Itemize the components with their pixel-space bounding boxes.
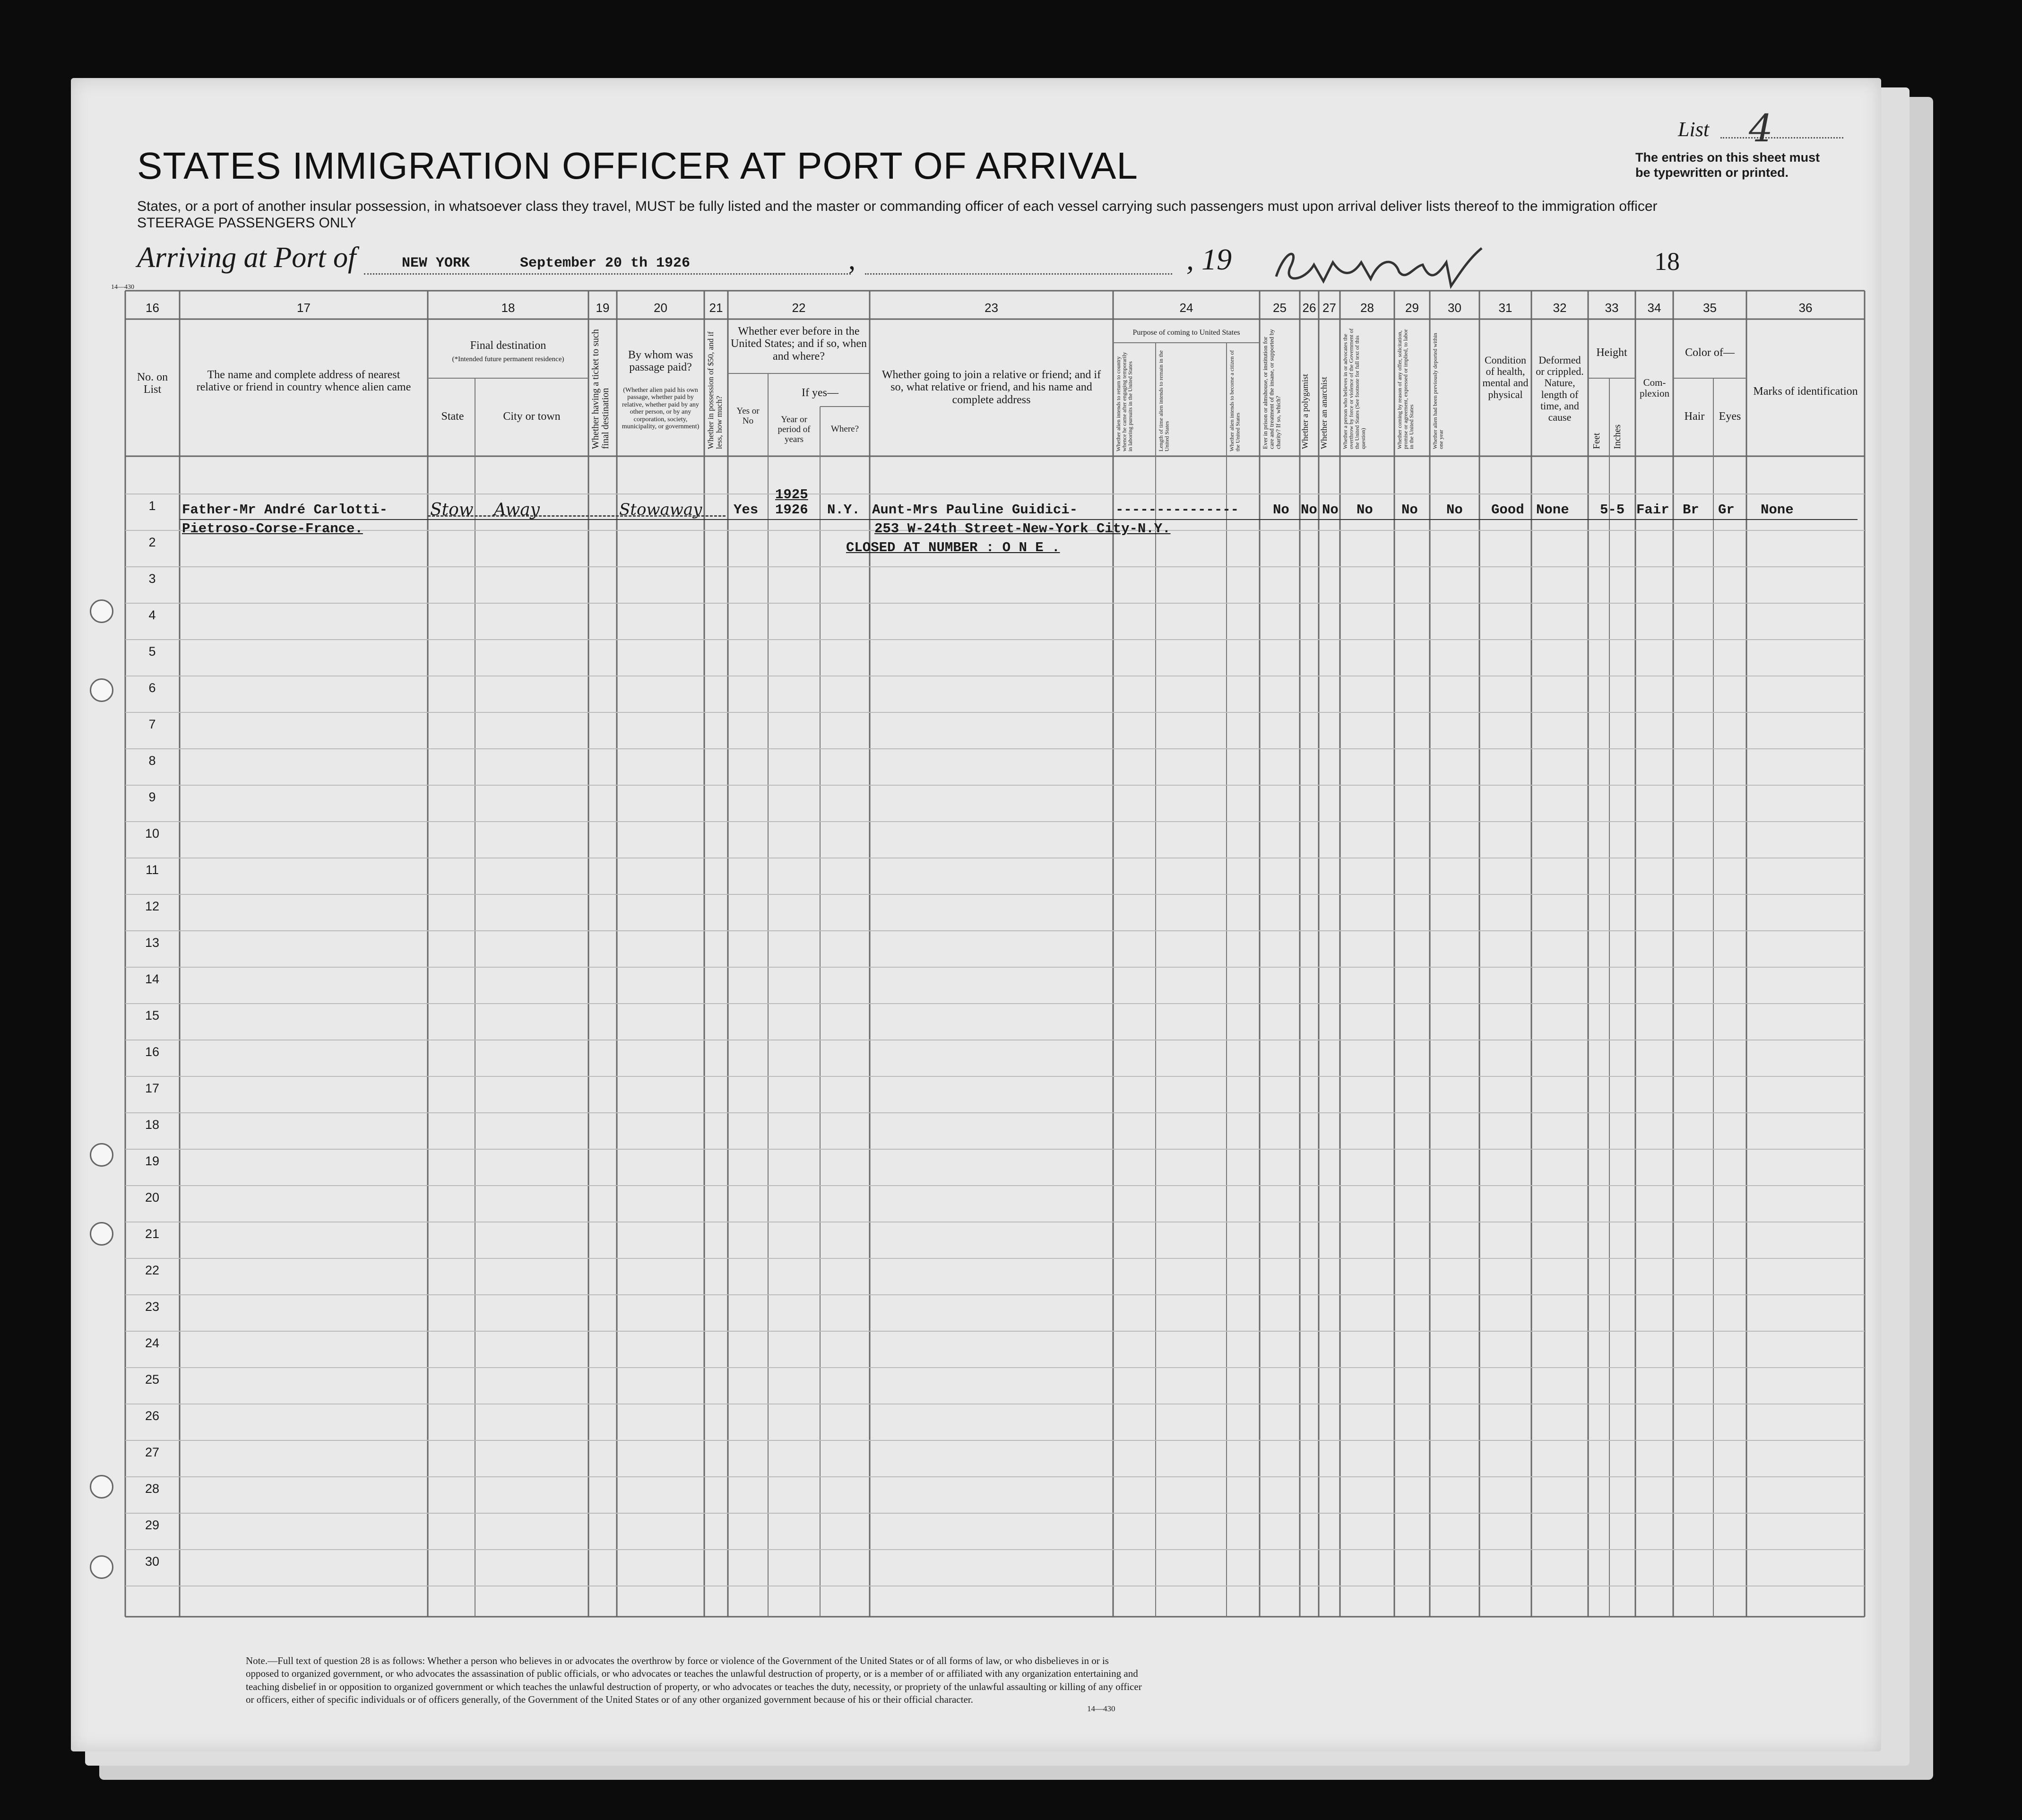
header-nearest-relative: The name and complete address of nearest relative or friend in country whence alien came (196, 369, 411, 394)
row-number: 4 (148, 608, 156, 622)
binder-hole (90, 678, 113, 702)
header-ticket: Whether having a ticket to such final destination (590, 329, 611, 449)
col-num-35: 35 (1703, 301, 1717, 315)
row-number: 28 (145, 1482, 160, 1496)
header-color-of: Color of— (1685, 347, 1735, 359)
entry-where: N.Y. (827, 502, 860, 518)
col-num-21: 21 (709, 301, 723, 315)
header-anarchist: Whether an anarchist (1319, 377, 1329, 449)
col-num-23: 23 (985, 301, 998, 315)
sheet-number: 18 (1654, 247, 1680, 276)
row-number: 26 (145, 1409, 160, 1423)
row-number: 16 (145, 1045, 160, 1059)
row-number: 13 (145, 936, 160, 950)
col-num-22: 22 (792, 301, 806, 315)
form-code-top: 14—430 (111, 284, 134, 291)
entry-in-possession: Yes (734, 502, 759, 518)
header-citizen-intent: Whether alien intends to become a citizen of the United States (1228, 350, 1241, 451)
vessel-underline (865, 273, 1172, 275)
entry-purpose: --------------- (1115, 502, 1239, 518)
header-join-relative: Whether going to join a relative or friend; and if so, what relative or friend, and his name and complete address (881, 369, 1101, 406)
entry-eyes: Gr (1718, 502, 1735, 518)
header-complexion: Com-plexion (1640, 377, 1669, 399)
entries-note-line2: be typewritten or printed. (1635, 165, 1789, 180)
header-health: Condition of health, mental and physical (1482, 354, 1529, 400)
row-number: 15 (145, 1008, 160, 1023)
entry-year1: 1925 (775, 487, 808, 503)
col-num-25: 25 (1273, 301, 1287, 315)
comma-separator: , (848, 244, 855, 275)
header-polygamist: Whether a polygamist (1300, 374, 1310, 449)
binder-hole (90, 599, 113, 623)
col-num-28: 28 (1360, 301, 1374, 315)
entry-year2: 1926 (775, 502, 808, 518)
row-number: 10 (145, 826, 160, 841)
entry-height: 5-5 (1600, 502, 1625, 518)
entry-overthrow: No (1357, 502, 1373, 518)
instructions-line: States, or a port of another insular possession, in whatsoever class they travel, MUST be fully listed and the master or commanding officer of each vessel carrying such passengers must upon arrival deliver lists thereof to the immigration officer (137, 199, 1658, 214)
header-feet: Feet (1591, 433, 1602, 449)
header-city: City or town (503, 410, 561, 423)
entry-relative-line2: Pietroso-Corse-France. (182, 521, 363, 537)
header-length-of-stay: Length of time alien intends to remain in the United States (1158, 350, 1170, 451)
row-number: 3 (148, 572, 156, 586)
entry-health: Good (1491, 502, 1524, 518)
manifest-sheet (71, 78, 1881, 1751)
row-number: 11 (145, 863, 159, 877)
header-deported: Whether alien had been previously deported within one year (1432, 333, 1444, 449)
port-underline (364, 273, 851, 275)
list-number: 4 (1749, 106, 1773, 150)
col-num-29: 29 (1405, 301, 1419, 315)
entry-city: Away (494, 500, 540, 520)
header-prison: Ever in prison or almshouse, or institution for care and treatment of the insane, or supported by charity? If so, which? (1262, 329, 1282, 449)
row-number: 20 (145, 1190, 160, 1205)
header-where: Where? (830, 424, 859, 434)
entry-underline (180, 519, 1858, 520)
row-number: 17 (145, 1081, 160, 1095)
header-destination-note: (*Intended future permanent residence) (452, 355, 564, 363)
row-number: 5 (148, 644, 156, 659)
row-number: 9 (148, 790, 156, 804)
row-number: 14 (145, 972, 160, 986)
header-inches: Inches (1612, 424, 1623, 449)
col-num-24: 24 (1179, 301, 1193, 315)
page-title: STATES IMMIGRATION OFFICER AT PORT OF ARRIVAL (137, 145, 1138, 187)
entry-marks: None (1761, 502, 1794, 518)
list-underline (1720, 137, 1843, 139)
col-num-34: 34 (1647, 301, 1661, 315)
header-identification: Marks of identification (1753, 385, 1858, 398)
entry-passage: Stowaway (619, 500, 702, 519)
header-deformed: Deformed or crippled. Nature, length of time, and cause (1536, 354, 1584, 423)
header-ever-before: Whether ever before in the United States; and if so, when and where? (731, 325, 867, 363)
entry-deported: No (1446, 502, 1463, 518)
entry-prison: No (1273, 502, 1289, 518)
row-number: 24 (145, 1336, 160, 1350)
row-number: 6 (148, 681, 156, 695)
entry-state: Stow (430, 500, 474, 520)
col-num-16: 16 (146, 301, 159, 315)
header-purpose: Purpose of coming to United States (1132, 329, 1240, 337)
col-num-36: 36 (1798, 301, 1813, 315)
header-fifty-dollars: Whether in possession of $50, and if less, how much? (706, 331, 724, 449)
col-num-17: 17 (297, 301, 311, 315)
binder-hole (90, 1143, 113, 1167)
header-if-yes: If yes— (802, 387, 838, 399)
year-prefix: , 19 (1186, 243, 1232, 276)
binder-hole (90, 1555, 113, 1579)
row-number: 25 (145, 1372, 160, 1387)
col-num-30: 30 (1448, 301, 1461, 315)
entry-polygamist: No (1301, 502, 1317, 518)
row-number: 19 (145, 1154, 160, 1168)
entries-note-line1: The entries on this sheet must (1635, 150, 1820, 165)
footnote-form-code: 14—430 (1087, 1704, 1115, 1713)
port-value: NEW YORK (402, 255, 470, 271)
row-number: 23 (145, 1300, 160, 1314)
row-number: 27 (145, 1445, 160, 1459)
header-hair: Hair (1684, 410, 1705, 423)
row-number: 12 (145, 899, 160, 913)
header-no-on-list: No. on List (137, 371, 168, 396)
col-num-31: 31 (1498, 301, 1512, 315)
entry-hair: Br (1683, 502, 1699, 518)
entry-closed-note: CLOSED AT NUMBER : O N E . (846, 540, 1060, 555)
entry-anarchist: No (1322, 502, 1339, 518)
col-num-20: 20 (654, 301, 667, 315)
row-number: 30 (145, 1554, 160, 1569)
entry-complexion: Fair (1636, 502, 1669, 518)
header-labor-offer: Whether coming by reason of any offer, solicitation, promise or agreement, expressed or implied, to labor in the United States (1396, 329, 1415, 449)
entry-dash-line (428, 515, 726, 517)
row-number: 22 (145, 1263, 160, 1277)
entry-deformed: None (1536, 502, 1569, 518)
header-return-intent: Whether alien intends to return to country whence he came after engaging temporarily in laboring pursuits in the United States (1115, 352, 1134, 451)
row-number: 8 (148, 754, 156, 768)
col-num-19: 19 (596, 301, 610, 315)
header-state: State (441, 410, 464, 423)
passenger-class-line: STEERAGE PASSENGERS ONLY (137, 215, 357, 231)
header-overthrow: Whether a person who believes in or advocates the overthrow by force or violence of the Government of the United States (See footnote for full text of this question) (1342, 328, 1366, 449)
binder-hole (90, 1222, 113, 1246)
header-final-destination: Final destination (470, 339, 546, 352)
row-number: 18 (145, 1118, 160, 1132)
header-yes-no: Yes or No (736, 406, 760, 426)
col-num-27: 27 (1322, 301, 1336, 315)
entry-labor-offer: No (1401, 502, 1418, 518)
col-num-32: 32 (1553, 301, 1567, 315)
header-eyes: Eyes (1719, 410, 1741, 423)
entry-join-line1: Aunt-Mrs Pauline Guidici- (872, 502, 1078, 518)
header-passage-paid-note: (Whether alien paid his own passage, whether paid by relative, whether paid by any other person, or by any corporation, society, municipality, or government) (622, 387, 700, 430)
list-label: List (1678, 118, 1710, 141)
row-number: 21 (145, 1227, 160, 1241)
row-number: 2 (148, 535, 156, 549)
header-year-period: Year or period of years (778, 415, 811, 444)
footnote: Note.—Full text of question 28 is as follows: Whether a person who believes in or advocates the overthrow by force or violence of the Government of the United States or of all forms of law, or who disbelieves in or is opposed to organized government, or who advocates the assassination of public officials, or who advocates or teaches the unlawful destruction of property, or is a member of or affiliated with any organization entertaining and teaching disbelief in or opposition to organized government or which teaches the unlawful destruction of property, or who advocates or teaches the duty, necessity, or propriety of the unlawful assaulting or killing of any officer or officers, either of specific individuals or of officers generally, of the Government of the United States or of any other organized government because of his or their official character. (246, 1655, 1142, 1705)
row-number: 1 (148, 499, 156, 513)
entry-relative-line1: Father-Mr André Carlotti- (182, 502, 388, 518)
stowaway-handwriting (1271, 239, 1484, 295)
row-number: 29 (145, 1518, 160, 1532)
col-num-26: 26 (1302, 301, 1316, 315)
col-num-33: 33 (1605, 301, 1619, 315)
date-value: September 20 th 1926 (520, 255, 691, 271)
header-passage-paid: By whom was passage paid? (628, 349, 693, 374)
col-num-18: 18 (501, 301, 515, 315)
row-number: 7 (148, 717, 156, 731)
binder-hole (90, 1475, 113, 1499)
header-height: Height (1596, 347, 1627, 359)
entry-join-line2: 253 W-24th Street-New-York City-N.Y. (874, 521, 1171, 537)
arriving-label: Arriving at Port of (137, 242, 356, 274)
